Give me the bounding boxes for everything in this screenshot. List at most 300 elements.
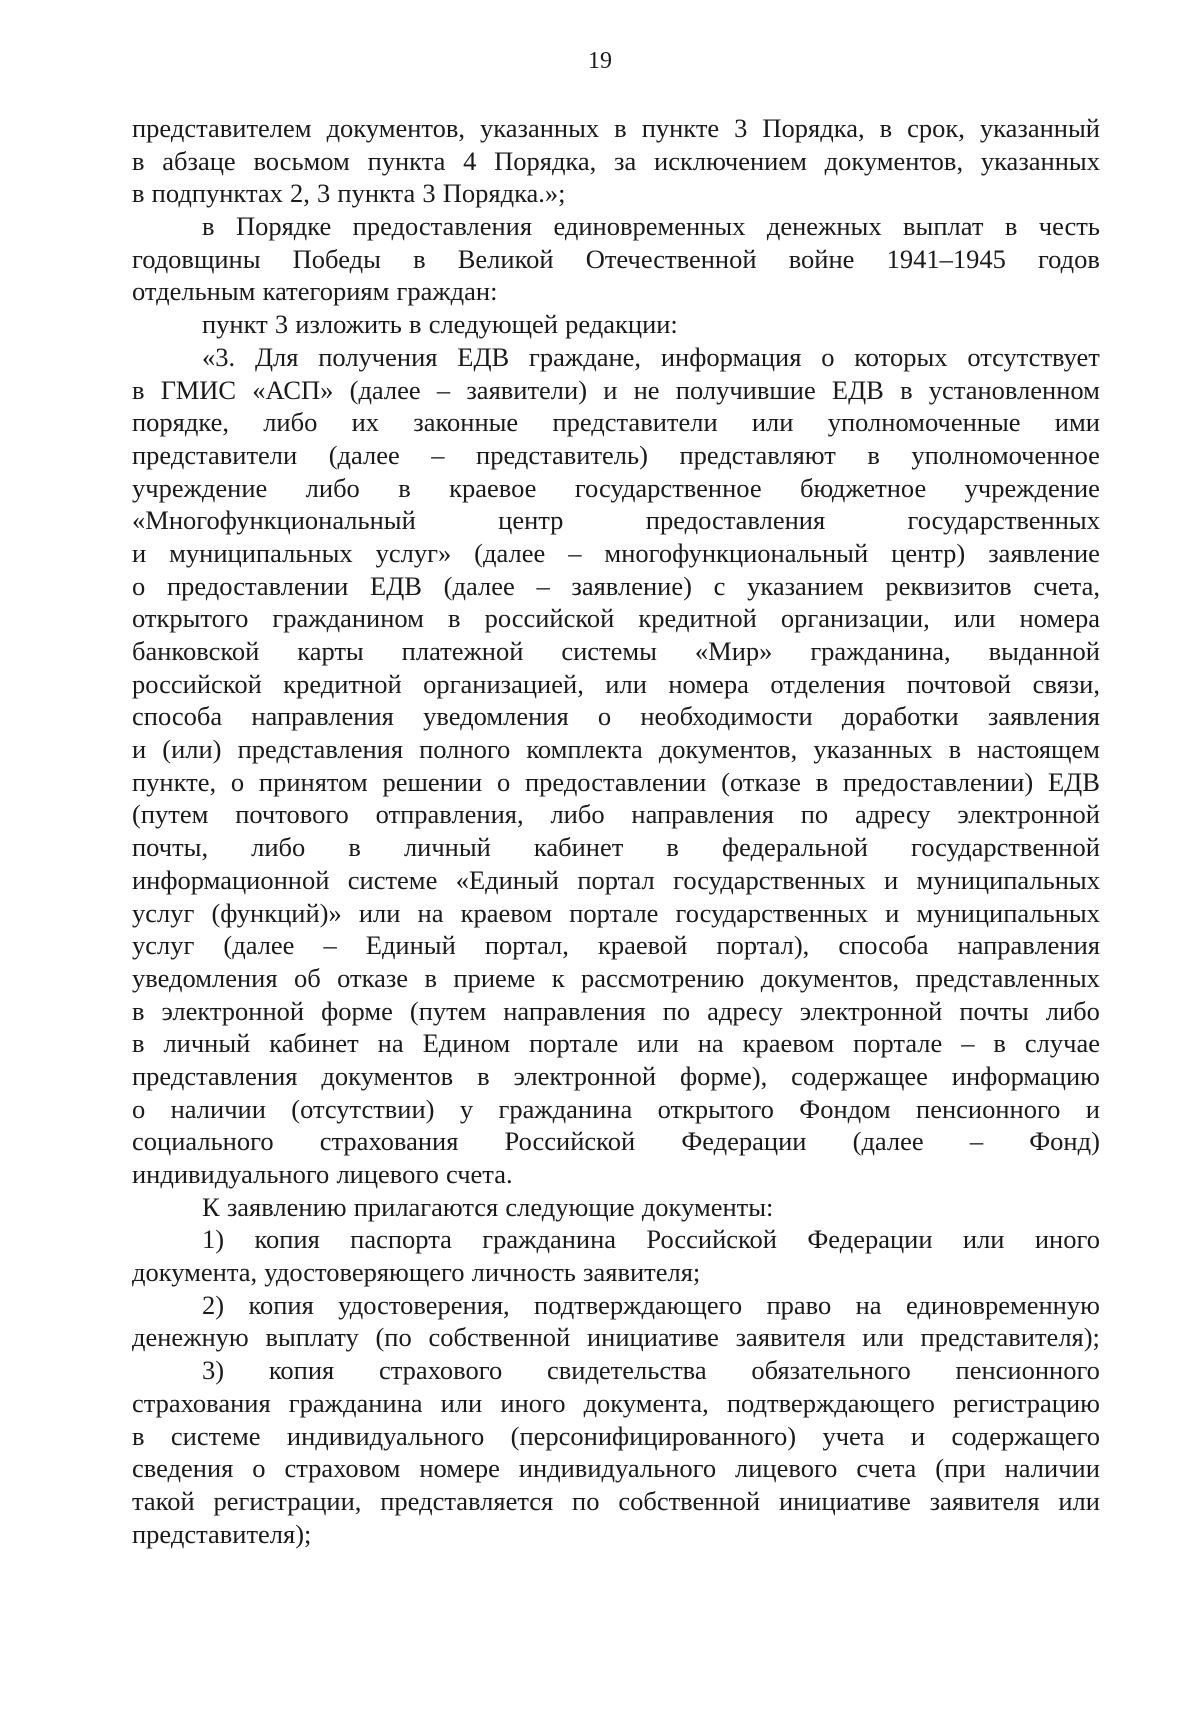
word: в xyxy=(477,1060,490,1091)
word: о xyxy=(597,701,612,732)
word: заявителя xyxy=(929,1485,1040,1516)
word: представителя); xyxy=(920,1322,1100,1353)
word: – xyxy=(536,570,550,601)
word: Фонд) xyxy=(1029,1126,1100,1157)
word: на xyxy=(377,1028,404,1059)
word: информационной xyxy=(132,864,330,895)
word: (по xyxy=(375,1322,412,1353)
text-line xyxy=(132,1354,1100,1387)
word: – xyxy=(961,1028,975,1059)
word: случае xyxy=(1024,1028,1100,1059)
word: или xyxy=(751,407,794,438)
word: обязательного xyxy=(751,1355,911,1386)
word: лицевого xyxy=(336,1159,439,1189)
word: право xyxy=(766,1289,832,1320)
word: ЕДВ xyxy=(1047,766,1100,797)
word: на xyxy=(417,897,444,928)
word: честь xyxy=(1038,211,1100,242)
word: отдельным xyxy=(132,276,256,307)
word: содержащего xyxy=(951,1420,1100,1451)
text-line xyxy=(132,1387,1100,1420)
word: страхового xyxy=(378,1355,503,1386)
word: представления xyxy=(132,1060,298,1091)
word: индивидуального xyxy=(286,1420,485,1451)
word: копия xyxy=(254,1224,320,1255)
word: указанием xyxy=(747,570,864,601)
word: представителем xyxy=(132,113,312,143)
word: о xyxy=(496,766,511,797)
text-line xyxy=(132,962,1100,995)
word: (далее xyxy=(349,374,421,405)
text-line xyxy=(132,537,1100,570)
word: в xyxy=(413,243,426,274)
word: (функций)» xyxy=(211,897,342,928)
word: удостоверения, xyxy=(338,1289,510,1320)
word: подтверждающего xyxy=(534,1289,743,1320)
word: выплату xyxy=(265,1322,359,1353)
word: содержащее xyxy=(791,1060,928,1091)
word: в xyxy=(993,1028,1006,1059)
text-line xyxy=(132,635,1100,668)
word: единовременную xyxy=(905,1289,1100,1320)
word: или xyxy=(1058,1485,1100,1516)
word: или xyxy=(358,897,401,928)
word: к xyxy=(551,962,565,993)
word: индивидуального xyxy=(132,1159,330,1189)
word: гражданина xyxy=(498,1093,633,1124)
word: карты xyxy=(297,636,364,666)
word: гражданина, xyxy=(810,636,951,666)
word: в xyxy=(879,113,893,143)
word: страхования xyxy=(132,1387,271,1418)
word: представители xyxy=(552,407,718,438)
word: иного xyxy=(1034,1224,1100,1255)
word: законные xyxy=(413,407,519,438)
word: портал), xyxy=(716,930,810,961)
word: годов xyxy=(1037,243,1100,274)
text-line xyxy=(132,602,1100,635)
word: отправления, xyxy=(375,799,524,830)
word: представителя); xyxy=(132,1518,312,1549)
word: адресу xyxy=(854,799,931,830)
word: на xyxy=(697,1028,724,1059)
text-line xyxy=(132,995,1100,1028)
word: о xyxy=(132,570,146,601)
word: направления xyxy=(957,930,1100,961)
word: или xyxy=(862,1322,904,1353)
text-line xyxy=(132,700,1100,733)
word: исключением xyxy=(654,145,807,176)
word: войне xyxy=(788,243,855,274)
word: кабинет xyxy=(269,1028,359,1059)
word: и xyxy=(132,537,147,568)
word: документов, xyxy=(824,145,964,176)
word: способа xyxy=(132,701,223,732)
word: порядке, xyxy=(132,407,229,438)
word: отделения xyxy=(770,668,886,699)
word: 3 xyxy=(274,309,289,340)
word: и xyxy=(1085,1093,1100,1124)
word: регистрации, xyxy=(213,1485,362,1516)
word: Отечественной xyxy=(585,243,757,274)
word: российской xyxy=(132,668,262,699)
text-line xyxy=(132,243,1100,276)
word: свидетельства xyxy=(546,1355,707,1386)
word: личный xyxy=(163,1028,251,1059)
document-body xyxy=(132,112,1100,1550)
word: краевом xyxy=(742,1028,835,1059)
text-line xyxy=(132,1125,1100,1158)
word: кабинет xyxy=(533,832,624,863)
word: в xyxy=(1004,211,1018,242)
word: – xyxy=(969,1126,984,1157)
word: – xyxy=(568,537,582,568)
word: пенсионного xyxy=(955,1355,1100,1386)
word: учреждение xyxy=(964,472,1100,503)
word: уполномоченные xyxy=(827,407,1021,438)
word: страховом xyxy=(284,1453,401,1484)
word: предоставления xyxy=(645,505,826,536)
word: ими xyxy=(1054,407,1100,438)
word: по xyxy=(572,1485,600,1516)
word: в xyxy=(409,309,422,340)
word: электронной xyxy=(161,995,305,1026)
word: годовщины xyxy=(132,243,261,274)
text-line xyxy=(132,275,1100,308)
word: граждане, xyxy=(529,341,642,372)
word: «3. xyxy=(202,341,236,372)
word: Фондом xyxy=(799,1093,891,1124)
word: информацию xyxy=(951,1060,1100,1091)
text-line xyxy=(132,472,1100,505)
text-line xyxy=(132,864,1100,897)
text-line xyxy=(132,210,1100,243)
word: о xyxy=(132,1093,146,1124)
word: портале xyxy=(529,1028,619,1059)
word: в xyxy=(132,374,145,405)
text-line xyxy=(132,439,1100,472)
text-line xyxy=(132,374,1100,407)
word: о xyxy=(821,341,835,372)
text-line xyxy=(132,1093,1100,1126)
word: Федерации xyxy=(681,1126,807,1157)
word: документов, xyxy=(760,962,900,993)
word: гражданином xyxy=(272,603,424,634)
word: форме xyxy=(321,995,393,1026)
word: граждан: xyxy=(396,276,498,307)
word: в xyxy=(447,603,461,634)
word: государственных xyxy=(675,897,869,928)
word: 2, xyxy=(290,178,310,209)
word: пункта xyxy=(367,145,446,176)
word: Великой xyxy=(457,243,554,274)
word: заявителя xyxy=(735,1322,846,1353)
word: денежных xyxy=(766,211,882,242)
word: и xyxy=(885,897,900,928)
word: абзаце xyxy=(162,145,236,176)
word: подпунктах xyxy=(151,178,283,209)
word: прилагаются xyxy=(353,1191,499,1222)
word: денежную xyxy=(132,1322,249,1353)
word: которых xyxy=(854,341,948,372)
word: документа, xyxy=(132,1257,258,1288)
word: номера xyxy=(668,668,749,699)
word: портале xyxy=(569,897,659,928)
word: Российской xyxy=(646,1224,777,1255)
word: Федерации xyxy=(807,1224,933,1255)
text-line xyxy=(132,406,1100,439)
word: кредитной xyxy=(283,668,402,699)
text-line xyxy=(132,177,1100,210)
word: организации, xyxy=(780,603,930,634)
text-line xyxy=(132,766,1100,799)
word: отсутствует xyxy=(967,341,1100,372)
word: электронной xyxy=(957,799,1100,830)
word: установленном xyxy=(928,374,1100,405)
word: услуг xyxy=(132,930,195,961)
word: ГМИС xyxy=(160,374,237,405)
word: получившие xyxy=(675,374,816,405)
word: представляют xyxy=(679,439,836,470)
word: 4 xyxy=(463,145,477,176)
word: указанных xyxy=(980,145,1100,176)
word: Для xyxy=(254,341,299,372)
word: Единый xyxy=(365,930,456,961)
word: представитель) xyxy=(476,439,648,470)
word: Порядке xyxy=(235,211,332,242)
word: – xyxy=(436,374,451,405)
word: копия xyxy=(248,1289,314,1320)
word: решении xyxy=(382,766,483,797)
word: в xyxy=(132,145,145,176)
word: комплекта xyxy=(526,734,643,765)
word: гражданина xyxy=(482,1224,617,1255)
word: российской xyxy=(484,603,615,634)
word: инициативе xyxy=(586,1322,719,1353)
text-line xyxy=(132,1289,1100,1322)
word: предоставления xyxy=(352,211,533,242)
word: направления xyxy=(631,799,774,830)
word: счета xyxy=(856,1453,917,1484)
word: с xyxy=(713,570,726,601)
word: индивидуального xyxy=(518,1453,717,1484)
word: и xyxy=(883,864,899,895)
word: почтового xyxy=(235,799,349,830)
word: документы: xyxy=(641,1191,774,1222)
word: открытого xyxy=(657,1093,774,1124)
word: (путем xyxy=(132,799,209,830)
word: рассмотрению xyxy=(581,962,745,993)
word: необходимости xyxy=(640,701,813,732)
word: доработки xyxy=(841,701,959,732)
word: пункте xyxy=(641,113,720,143)
word: почты, xyxy=(132,832,209,863)
word: (далее xyxy=(443,570,515,601)
word: или xyxy=(440,1387,483,1418)
word: (отсутствии) xyxy=(291,1093,435,1124)
word: восьмом xyxy=(253,145,350,176)
word: системы xyxy=(561,636,657,666)
word: у xyxy=(459,1093,474,1124)
word: либо xyxy=(1045,995,1100,1026)
word: представления xyxy=(237,734,404,765)
word: способа xyxy=(838,930,929,961)
word: адресу xyxy=(707,995,783,1026)
word: категориям xyxy=(262,276,390,307)
word: счета. xyxy=(445,1159,513,1189)
word: (при xyxy=(935,1453,986,1484)
text-line xyxy=(132,733,1100,766)
word: связи, xyxy=(1032,668,1100,699)
word: краевой xyxy=(597,930,688,961)
word: указанных xyxy=(813,734,933,765)
word: ЕДВ xyxy=(457,341,510,372)
word: в xyxy=(398,472,411,503)
word: платежной xyxy=(401,636,524,666)
word: заявление xyxy=(988,537,1100,568)
word: не xyxy=(633,374,660,405)
word: в xyxy=(132,1420,145,1451)
text-line xyxy=(132,897,1100,930)
word: принятом xyxy=(258,766,368,797)
word: – xyxy=(431,439,445,470)
word: выданной xyxy=(988,636,1100,666)
word: «Многофункциональный xyxy=(132,505,416,536)
text-line xyxy=(132,1256,1100,1289)
word: многофункциональный xyxy=(604,537,869,568)
word: лицевого xyxy=(735,1453,838,1484)
text-line xyxy=(132,1223,1100,1256)
word: (путем xyxy=(409,995,487,1026)
word: собственной xyxy=(618,1485,761,1516)
word: пункте, xyxy=(132,766,217,797)
word: личный xyxy=(403,832,491,863)
word: услуг xyxy=(132,897,195,928)
text-line xyxy=(132,798,1100,831)
word: в xyxy=(948,734,962,765)
word: 3) xyxy=(202,1355,225,1386)
word: уполномоченное xyxy=(911,439,1100,470)
word: копия xyxy=(268,1355,335,1386)
word: следующие xyxy=(505,1191,635,1222)
word: услуг» xyxy=(375,537,452,568)
word: уведомления xyxy=(423,701,569,732)
word: заявители) xyxy=(466,374,588,405)
word: (персонифицированного) xyxy=(510,1420,797,1451)
word: по xyxy=(800,799,829,830)
word: документов, xyxy=(658,734,798,765)
word: либо xyxy=(550,799,605,830)
word: (далее xyxy=(852,1126,924,1157)
text-line xyxy=(132,145,1100,178)
word: представляется xyxy=(380,1485,554,1516)
word: либо xyxy=(251,832,306,863)
word: в xyxy=(424,962,437,993)
word: ЕДВ xyxy=(370,570,422,601)
word: представители xyxy=(132,439,298,470)
word: – xyxy=(323,930,337,961)
word: (далее xyxy=(474,537,546,568)
word: К xyxy=(202,1191,220,1222)
word: единовременных xyxy=(553,211,746,242)
word: отказе xyxy=(337,962,409,993)
word: полного xyxy=(419,734,511,765)
word: выплат xyxy=(903,211,984,242)
word: «Единый xyxy=(455,864,559,895)
word: представленных xyxy=(915,962,1100,993)
word: (далее xyxy=(223,930,295,961)
text-line xyxy=(132,1060,1100,1093)
word: «Мир» xyxy=(694,636,773,666)
word: наличии xyxy=(1004,1453,1100,1484)
word: заявления xyxy=(987,701,1100,732)
word: муниципальных xyxy=(916,897,1100,928)
word: 1) xyxy=(202,1224,225,1255)
word: паспорта xyxy=(350,1224,452,1255)
word: портале xyxy=(853,1028,943,1059)
word: государственных xyxy=(673,864,866,895)
word: бюджетное xyxy=(800,472,927,503)
word: муниципальных xyxy=(169,537,353,568)
word: на xyxy=(855,1289,882,1320)
word: приеме xyxy=(453,962,536,993)
word: регистрацию xyxy=(953,1387,1100,1418)
word: федеральной xyxy=(721,832,868,863)
text-line xyxy=(132,308,1100,341)
word: открытого xyxy=(132,603,249,634)
word: форме), xyxy=(680,1060,768,1091)
text-line xyxy=(132,668,1100,701)
word: Победы xyxy=(292,243,381,274)
word: редакции: xyxy=(565,309,678,340)
word: в xyxy=(614,113,627,143)
word: 3 xyxy=(422,178,436,209)
text-line xyxy=(132,1191,1100,1224)
word: указанный xyxy=(979,113,1100,143)
word: государственной xyxy=(911,832,1100,863)
word: и xyxy=(910,1420,926,1451)
word: или xyxy=(953,603,996,634)
word: Порядка, xyxy=(762,113,865,143)
word: или xyxy=(962,1224,1005,1255)
word: в xyxy=(666,832,679,863)
word: заявлению xyxy=(226,1191,347,1222)
word: о xyxy=(230,766,245,797)
text-line xyxy=(132,1485,1100,1518)
word: организацией, xyxy=(423,668,584,699)
word: страхования xyxy=(319,1126,459,1157)
text-line xyxy=(132,504,1100,537)
word: банковской xyxy=(132,636,260,666)
word: в xyxy=(202,211,215,242)
word: о xyxy=(252,1453,266,1484)
word: и xyxy=(132,734,147,765)
word: центр xyxy=(498,505,564,536)
word: государственное xyxy=(574,472,762,503)
word: направления xyxy=(503,995,646,1026)
word: в xyxy=(348,832,361,863)
word: настоящем xyxy=(977,734,1100,765)
word: краевое xyxy=(449,472,537,503)
word: (или) xyxy=(162,734,222,765)
word: почты xyxy=(959,995,1029,1026)
word: или xyxy=(637,1028,679,1059)
word: документов, xyxy=(326,113,466,143)
word: кредитной xyxy=(638,603,757,634)
text-line xyxy=(132,929,1100,962)
word: об xyxy=(293,962,321,993)
word: портал xyxy=(577,864,655,895)
